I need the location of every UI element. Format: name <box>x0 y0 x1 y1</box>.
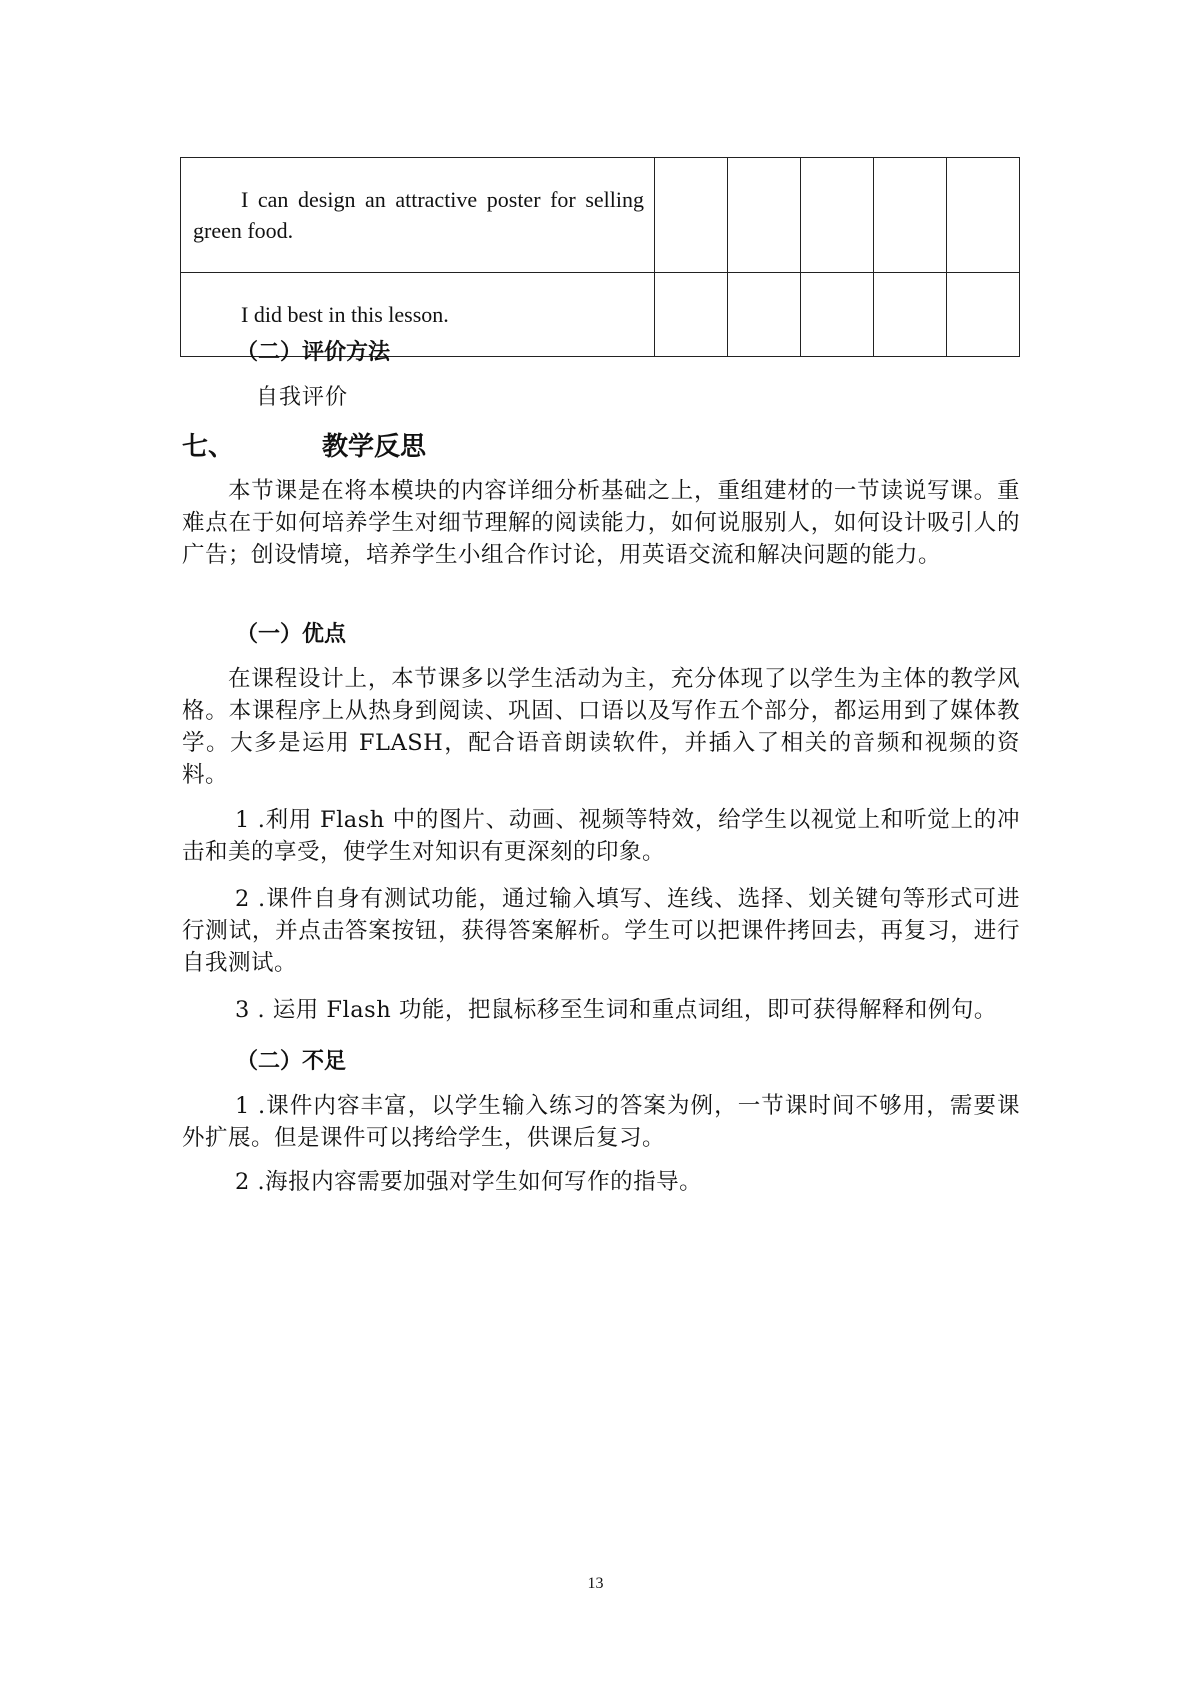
rating-box <box>947 158 1020 273</box>
weaknesses-heading: （二）不足 <box>236 1048 347 1074</box>
strengths-intro-paragraph: 在课程设计上，本节课多以学生活动为主，充分体现了以学生为主体的教学风格。本课程序上从热身到阅读、巩固、口语以及写作五个部分，都运用到了媒体教学。大多是运用 FLASH，配合语音朗读软件，并插入了相关的音频和视频的资料。 <box>182 666 1020 788</box>
self-evaluation-table <box>180 157 1020 357</box>
page-number: 13 <box>587 1575 604 1592</box>
rating-box <box>655 158 728 273</box>
section-heading <box>182 426 1020 463</box>
eval-method-heading: （二）评价方法 <box>236 339 391 365</box>
rating-box <box>728 158 801 273</box>
reflection-intro-paragraph: 本节课是在将本模块的内容详细分析基础之上，重组建材的一节读说写课。重难点在于如何培养学生对细节理解的阅读能力，如何说服别人，如何设计吸引人的广告；创设情境，培养学生小组合作讨论，用英语交流和解决问题的能力。 <box>182 478 1020 568</box>
rating-box <box>874 158 947 273</box>
strength-item: 3 . 运用 Flash 功能，把鼠标移至生词和重点词组，即可获得解释和例句。 <box>235 997 997 1023</box>
eval-method-text: 自我评价 <box>256 385 349 410</box>
strengths-heading: （一）优点 <box>236 621 347 647</box>
weakness-item: 2 .海报内容需要加强对学生如何写作的指导。 <box>235 1169 703 1195</box>
weakness-item: 1 .课件内容丰富，以学生输入练习的答案为例，一节课时间不够用，需要课外扩展。但是课件可以拷给学生，供课后复习。 <box>182 1093 1020 1151</box>
strength-item: 1 .利用 Flash 中的图片、动画、视频等特效，给学生以视觉上和听觉上的冲击和美的享受，使学生对知识有更深刻的印象。 <box>182 807 1020 865</box>
section-number: 七、 <box>182 432 235 462</box>
section-title: 教学反思 <box>322 432 427 462</box>
statement-text: I can design an attractive poster for selling green food. <box>193 187 644 243</box>
statement-cell <box>181 158 655 273</box>
strength-item: 2 .课件自身有测试功能，通过输入填写、连线、选择、划关键句等形式可进行测试，并点击答案按钮，获得答案解析。学生可以把课件拷回去，再复习，进行自我测试。 <box>182 886 1020 976</box>
rating-box <box>801 158 874 273</box>
statement-text: I did best in this lesson. <box>241 302 449 327</box>
table-row <box>181 158 1020 273</box>
